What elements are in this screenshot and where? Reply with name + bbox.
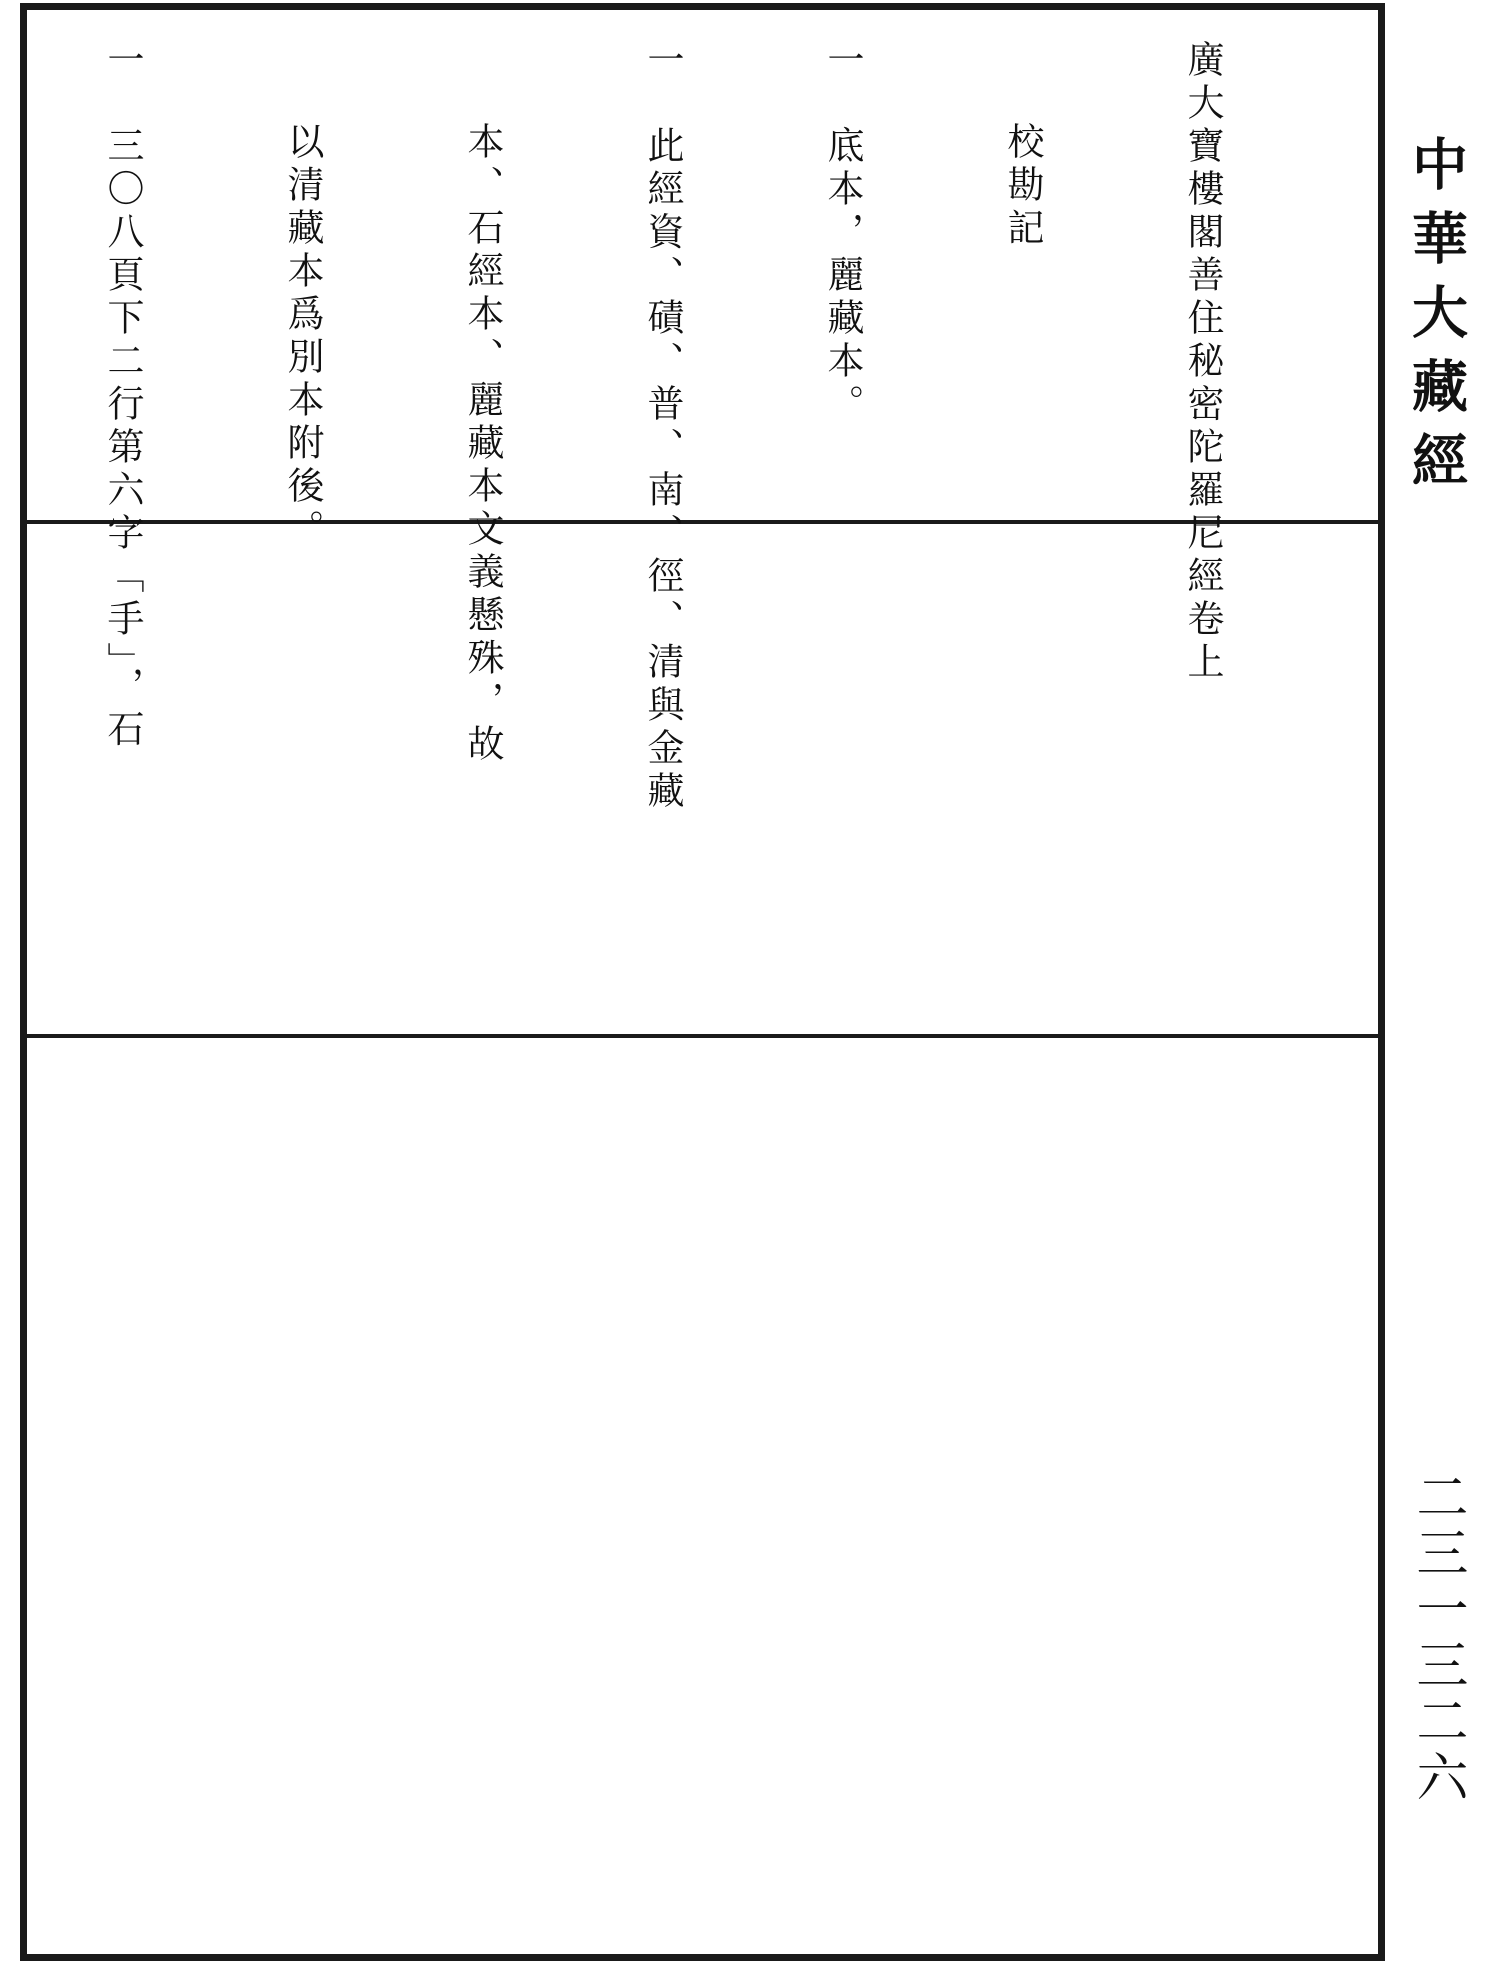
collation-notes [0, 40, 1352, 814]
sutra-title: 廣大寶樓閣善住秘密陀羅尼經卷上 [1181, 40, 1224, 685]
note-line: 一 此經資、磧、普、南、徑、清與金藏 [641, 40, 684, 814]
note-line: 本、石經本、麗藏本文義懸殊，故 [461, 122, 504, 767]
note-line: 一 三〇八頁下二行第六字「手」，石 [101, 40, 144, 753]
section-divider-lower [27, 1034, 1378, 1038]
notes-heading: 校勘記 [1001, 122, 1044, 251]
collection-title: 中華大藏經 [1403, 135, 1468, 505]
page-number: 二三一三二六 [1407, 1470, 1467, 1806]
note-line: 以清藏本爲別本附後。 [281, 122, 324, 552]
note-line: 一 底本，麗藏本。 [821, 40, 864, 427]
